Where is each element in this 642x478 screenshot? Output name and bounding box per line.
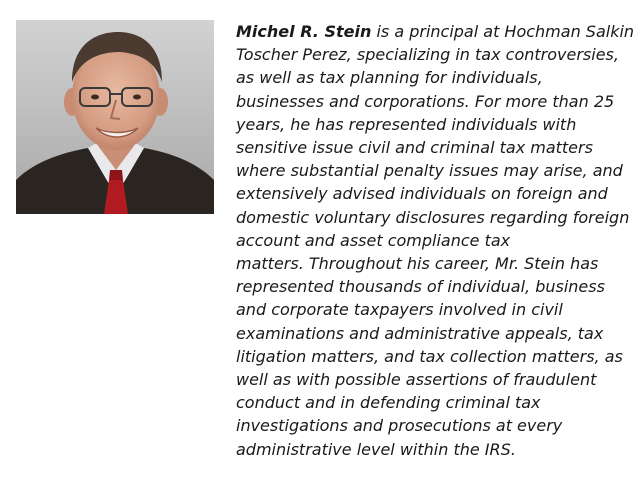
bio-line: businesses and corporations. For more than 25 bbox=[236, 91, 615, 111]
bio-line: domestic voluntary disclosures regarding foreign bbox=[236, 207, 630, 227]
bio-line: extensively advised individuals on foreign and bbox=[236, 184, 608, 204]
bio-text-fragment: is a principal at Hochman Salkin bbox=[371, 22, 635, 41]
bio-line: investigations and prosecutions at every bbox=[236, 416, 563, 436]
bio-line: account and asset compliance tax bbox=[236, 230, 511, 250]
bio-line: where substantial penalty issues may arise, and bbox=[236, 161, 623, 181]
bio-line: represented thousands of individual, business bbox=[236, 277, 605, 297]
bio-line: years, he has represented individuals with bbox=[236, 114, 577, 134]
bio-line: examinations and administrative appeals, tax bbox=[236, 323, 604, 343]
bio-paragraph bbox=[236, 20, 635, 461]
bio-line: litigation matters, and tax collection matters, as bbox=[236, 346, 623, 366]
bio-line: and corporate taxpayers involved in civil bbox=[236, 300, 563, 320]
bio-line: sensitive issue civil and criminal tax matters bbox=[236, 138, 593, 158]
bio-line: well as with possible assertions of fraudulent bbox=[236, 370, 597, 390]
person-name: Michel R. Stein bbox=[236, 22, 372, 41]
bio-line: matters. Throughout his career, Mr. Stein has bbox=[236, 254, 599, 274]
portrait-photo bbox=[16, 20, 214, 214]
bio-line: Toscher Perez, specializing in tax controversies, bbox=[236, 45, 619, 65]
bio-line: conduct and in defending criminal tax bbox=[236, 393, 541, 413]
bio-line bbox=[236, 20, 635, 43]
bio-line: as well as tax planning for individuals, bbox=[236, 68, 543, 88]
bio-line: administrative level within the IRS. bbox=[236, 439, 516, 459]
portrait-illustration bbox=[16, 20, 214, 214]
